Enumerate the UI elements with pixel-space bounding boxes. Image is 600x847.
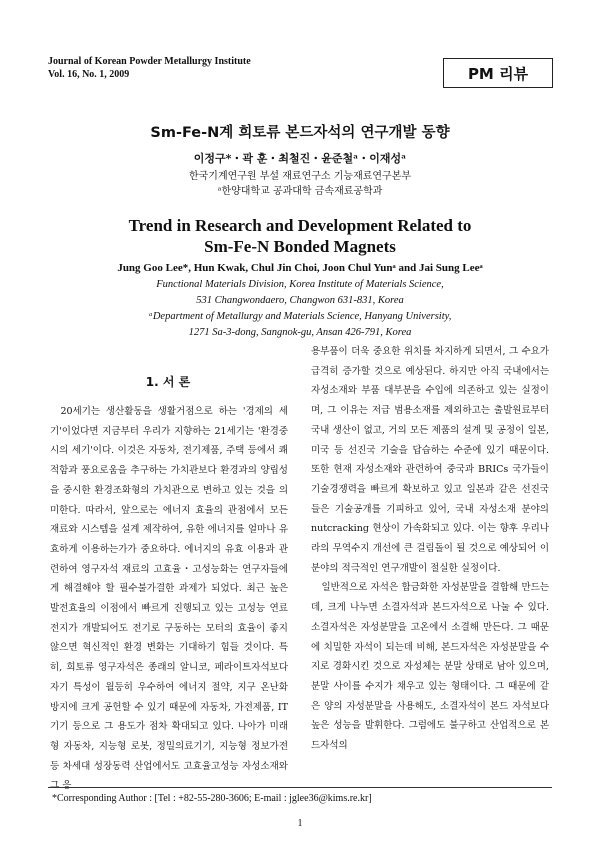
english-title-line-2: Sm-Fe-N Bonded Magnets bbox=[204, 237, 396, 256]
journal-volume: Vol. 16, No. 1, 2009 bbox=[48, 69, 130, 80]
korean-affiliation-1: 한국기계연구원 부설 재료연구소 기능재료연구본부 bbox=[188, 171, 412, 182]
english-affiliation-line-2: 531 Changwondaero, Changwon 631-831, Korea bbox=[196, 295, 404, 306]
english-authors: Jung Goo Lee*, Hun Kwak, Chul Jin Choi, Joon Chul Yunᵃ and Jai Sung Leeᵃ bbox=[117, 262, 483, 274]
page-number: 1 bbox=[297, 818, 303, 829]
korean-affiliation-2: ᵃ한양대학교 공과대학 금속재료공학과 bbox=[217, 186, 383, 197]
english-affiliation-line-1: Functional Materials Division, Korea Institute of Materials Science, bbox=[156, 279, 444, 290]
footnote-divider bbox=[48, 787, 552, 788]
english-title-line-1: Trend in Research and Development Related to bbox=[128, 216, 472, 235]
korean-title: Sm-Fe-N계 희토류 본드자석의 연구개발 동향 bbox=[150, 125, 450, 141]
body-paragraph: 용부품이 더욱 중요한 위치를 차지하게 되면서, 그 수요가 급격히 증가할 것으로 예상된다. 하지만 아직 국내에서는 자성소재와 부품 대부분을 수입에 의존하고 있는 실정이며, 그 이유는 저급 범용소재를 제외하고는 출발원료부터 국내 생산이 없고, 거의 모든 제품의 설계 및 공정이 일본, 미국 등 선진국 기술을 답습하는 수준에 있기 때문이다. 또한 현재 자성소재와 관련하여 중국과 BRICs 국가들이 기술경쟁력을 빠르게 확보하고 있고 일본과 같은 선진국들은 기술공개를 기피하고 있어, 국내 자성소재 분야의 nutcracking 현상이 가속화되고 있다. 이는 향후 우리나라의 무역수지 개선에 큰 걸림돌이 될 것으로 예상되어 이 분야의 적극적인 연구개발이 절실한 실정이다. bbox=[311, 346, 549, 574]
korean-authors: 이정구*・곽 훈・최철진・윤준철ᵃ・이재성ᵃ bbox=[193, 152, 407, 165]
body-paragraph: 일반적으로 자석은 합금화한 자성분말을 결합해 만드는데, 크게 나누면 소결자석과 본드자석으로 나눌 수 있다. 소결자석은 자성분말을 고온에서 소결해 만든다. 그 때문에 치밀한 자석이 되는데 비해, 본드자석은 자성분말을 수지로 경화시킨 것으로 자성체는 분말 상태로 남아 있으며, 분말 사이를 수지가 채우고 있는 형태이다. 그 때문에 같은 양의 자성분말을 사용해도, 소결자석이 본드 자석보다 높은 성능을 발휘한다. 그럼에도 불구하고 산업적으로 본드자석의 bbox=[311, 582, 549, 752]
english-affiliation-line-4: 1271 Sa-3-dong, Sangnok-gu, Ansan 426-791, Korea bbox=[188, 327, 412, 338]
category-badge: PM 리뷰 bbox=[443, 58, 553, 88]
journal-name: Journal of Korean Powder Metallurgy Institute bbox=[48, 56, 251, 67]
right-column bbox=[311, 342, 549, 756]
section-heading: 1. 서 론 bbox=[145, 375, 191, 389]
english-title bbox=[0, 215, 600, 257]
english-affiliation-line-3: ᵃDepartment of Metallurgy and Materials Science, Hanyang University, bbox=[148, 311, 452, 322]
body-paragraph: 20세기는 생산활동을 생활거점으로 하는 '경제의 세기'이었다면 지금부터 우리가 지향하는 21세기는 '환경중시의 세기'이다. 이것은 자동차, 전기제품, 주택 등에서 쾌적함과 풍요로움을 추구하는 가치관보다 환경과의 양립성을 중시한 환경조화형의 가치관으로 변하고 있는 것을 의미한다. 따라서, 앞으로는 에너지 효율의 관점에서 모든 재료와 시스템을 설계 제작하여, 유한 에너지를 얼마나 유효하게 이용하는가가 중요하다. 에너지의 유효 이용과 관련하여 영구자석 재료의 고효율・고성능화는 연구자들에게 해결해야 할 필수불가결한 과제가 되었다. 최근 높은 발전효율의 이점에서 빠르게 진행되고 있는 고성능 연료전지가 개발되어도 전기로 구동하는 모터의 효율이 좋지 않으면 혁신적인 환경 변화는 기대하기 힘들 것이다. 특히, 희토류 영구자석은 종래의 알니코, 페라이트자석보다 자기 특성이 월등히 우수하여 에너지 절약, 지구 온난화 방지에 크게 공헌할 수 있기 때문에 자동차, 가전제품, IT기기 등으로 그 용도가 점차 확대되고 있다. 나아가 미래형 자동차, 지능형 로봇, 정밀의료기기, 지능형 정보가전 등 차세대 성장동력 산업에서도 고효율고성능 자성소재와 그 응 bbox=[50, 406, 288, 792]
journal-header bbox=[48, 55, 251, 81]
left-column bbox=[50, 402, 288, 796]
corresponding-author-footnote: *Corresponding Author : [Tel : +82-55-280-3606; E-mail : jglee36@kims.re.kr] bbox=[52, 793, 372, 804]
